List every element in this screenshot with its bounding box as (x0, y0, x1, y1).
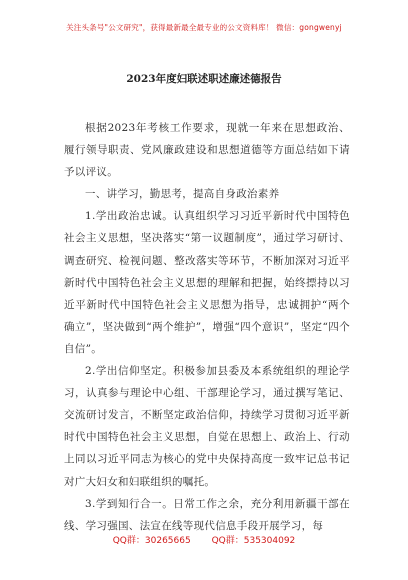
section-heading: 一、讲学习，勤思考，提高自身政治素养 (85, 188, 280, 201)
intro-paragraph: 根据2023年考核工作要求，现就一年来在思想政治、履行领导职责、党风廉政建设和思想道德等方面总结如下请予以评议。 (64, 122, 350, 179)
qq-group-1: QQ群：30265665 (112, 536, 191, 546)
qq-group-2: QQ群：535304092 (211, 536, 296, 546)
promo-header: 关注头条号"公文研究"，获得最新最全最专业的公文资料库！ 微信：gongwenyj (66, 23, 342, 32)
document-title: 2023年度妇联述职述廉述德报告 (126, 73, 282, 85)
document-body (64, 117, 350, 537)
qq-footer (0, 533, 408, 546)
body-paragraph-1: 1.学出政治忠诚。认真组织学习习近平新时代中国特色社会主义思想，坚决落实“第一议题制度”，通过学习研讨、调查研究、检视问题、整改落实等环节，不断加深对习近平新时代中国特色社会主义思想的理解和把握，始终摽持以习近平新时代中国特色社会主义思想为指导，忠诚拥护“两个确立”，坚决做到“两个维护”，增强“四个意识”，坚定“四个自信”。 (64, 210, 350, 355)
body-paragraph-2: 2.学出信仰坚定。积极参加县委及本系统组织的理论学习，认真参与理论中心组、干部理论学习，通过撰写笔记、交流研讨发言，不断坚定政治信仰，持续学习贯彻习近平新时代中国特色社会主义思想，自觉在思想上、政治上、行动上同以习近平同志为核心的党中央保持高度一致牢记总书记对广大妇女和妇联组织的嘱托。 (64, 365, 350, 488)
body-paragraph-3: 3.学到知行合一。日常工作之余，充分利用新疆干部在线、学习强国、法宣在线等现代信息手段开展学习，每 (64, 497, 350, 532)
